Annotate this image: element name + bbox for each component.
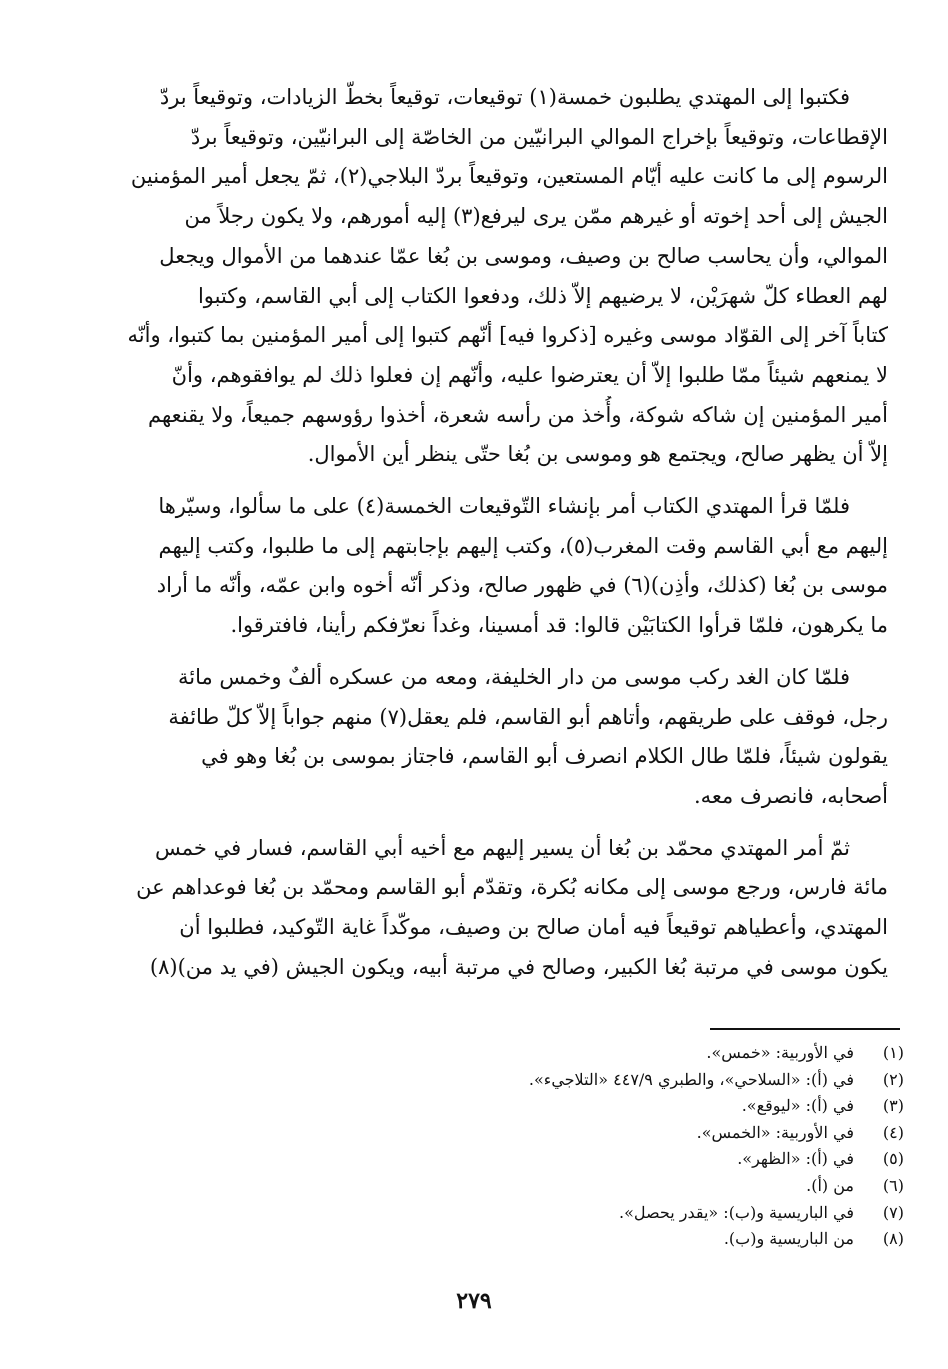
footnote-text: من الباريسية و(ب). (723, 1229, 854, 1249)
footnote-text: في (أ): «ليوقع». (741, 1096, 854, 1116)
text-line: إلاّ أن يظهر صالح، ويجتمع هو وموسى بن بُغا حتّى ينظر أين الأموال. (307, 442, 888, 467)
text-line: فلمّا كان الغد ركب موسى من دار الخليفة، ومعه من عسكره ألفٌ وخمس مائة (178, 664, 850, 689)
footnote-text: في (أ): «الظهر». (737, 1149, 854, 1169)
footnote-text: من (أ). (806, 1175, 854, 1195)
text-line: فكتبوا إلى المهتدي يطلبون خمسة(١) توقيعات، توقيعاً بخطّ الزيادات، وتوقيعاً بردّ (159, 85, 850, 109)
footnote (204, 1173, 904, 1200)
footnote-number: (٨) (882, 1229, 904, 1249)
text-line: الموالي، وأن يحاسب صالح بن وصيف، وموسى بن بُغا عمّا عندهما من الأموال ويجعل (159, 243, 888, 268)
text-line: أصحابه، فانصرف معه. (693, 783, 888, 808)
footnote-number: (٧) (882, 1202, 904, 1222)
paragraph (98, 829, 888, 988)
text-line: ما يكرهون، فلمّا قرأوا الكتابَيْن قالوا: قد أمسينا، وغداً نعرّفكم رأينا، فافترقوا. (230, 613, 888, 638)
footnote-number: (٦) (882, 1175, 904, 1195)
text-line: المهتدي، وأعطياهم توقيعاً فيه أمان صالح بن وصيف، موكّداً غاية التّوكيد، فطلبوا أن (179, 915, 888, 940)
footnote (204, 1146, 904, 1173)
footnote-text: في (أ): «السلاحي»، والطبري ٤٤٧/٩ «التلاجيء». (528, 1069, 854, 1089)
paragraph (98, 78, 888, 475)
footnote (204, 1120, 904, 1147)
footnote (204, 1040, 904, 1067)
footnote-number: (٣) (882, 1096, 904, 1116)
text-line: فلمّا قرأ المهتدي الكتاب أمر بإنشاء التّوقيعات الخمسة(٤) على ما سألوا، وسيّرها (158, 494, 850, 519)
text-line: الرسوم إلى ما كانت عليه أيّام المستعين، وتوقيعاً بردّ البلاجي(٢)، ثمّ يجعل أمير المؤمنين (130, 164, 888, 189)
text-line: يقولون شيئاً، فلمّا طال الكلام انصرف أبو القاسم، فاجتاز بموسى بن بُغا وهو في (201, 744, 888, 769)
footnote (204, 1093, 904, 1120)
footnote-text: في الباريسية و(ب): «يقدر يحصل». (619, 1202, 854, 1222)
text-line: لا يمنعهم شيئاً ممّا طلبوا إلاّ أن يعترضوا عليه، وأنّهم إن فعلوا ذلك لم يوافقوهم، وأنّ (171, 362, 888, 387)
footnote-number: (٤) (882, 1122, 904, 1142)
text-line: إليهم مع أبي القاسم وقت المغرب(٥)، وكتب إليهم بإجابتهم إلى ما طلبوا، وكتب إليهم (158, 533, 888, 558)
text-line: ثمّ أمر المهتدي محمّد بن بُغا أن يسير إليهم مع أخيه أبي القاسم، فسار في خمس (155, 835, 850, 860)
text-line: رجل، فوقف على طريقهم، وأتاهم أبو القاسم، فلم يعقل(٧) منهم جواباً إلاّ كلّ طائفة (168, 704, 888, 729)
footnote-number: (١) (882, 1043, 904, 1062)
text-line: لهم العطاء كلّ شهرَيْن، لا يرضيهم إلاّ ذلك، ودفعوا الكتاب إلى أبي القاسم، وكتبوا (197, 283, 888, 308)
text-line: أمير المؤمنين إن شاكه شوكة، وأُخذ من رأسه شعرة، أخذوا رؤوسهم جميعاً، ولا يقنعهم (147, 402, 888, 427)
text-line: الإقطاعات، وتوقيعاً بإخراج الموالي البرانيّين من الخاصّة إلى البرانيّين، وتوقيعاً بردّ (190, 124, 888, 149)
text-line: يكون موسى في مرتبة بُغا الكبير، وصالح في مرتبة أبيه، ويكون الجيش (في يد من)(٨) (149, 954, 888, 979)
footnote (204, 1200, 904, 1227)
text-line: موسى بن بُغا (كذلك، وأذِن)(٦) في ظهور صالح، وذكر أنّه أخوه وابن عمّه، وأنّه ما أراد (156, 573, 888, 598)
page-number: ٢٧٩ (456, 1288, 492, 1314)
footnote-number: (٥) (882, 1149, 904, 1169)
footnote-text: في الأوربية: «خمس». (706, 1043, 854, 1062)
footnotes (204, 1040, 904, 1253)
footnote (204, 1067, 904, 1094)
main-text (98, 78, 888, 999)
paragraph (98, 487, 888, 646)
footnote-text: في الأوربية: «الخمس». (696, 1122, 854, 1142)
paragraph (98, 658, 888, 817)
footnote-number: (٢) (882, 1069, 904, 1089)
text-line: الجيش إلى أحد إخوته أو غيرهم ممّن يرى ليرفع(٣) إليه أمورهم، ولا يكون رجلاً من (184, 204, 888, 229)
text-line: مائة فارس، ورجع موسى إلى مكانه بُكرة، وتقدّم أبو القاسم ومحمّد بن بُغا فوعداهم عن (136, 875, 888, 900)
footnote (204, 1226, 904, 1253)
footnote-divider (710, 1028, 900, 1030)
text-line: كتاباً آخر إلى القوّاد موسى وغيره [ذكروا فيه] أنّهم كتبوا إلى أمير المؤمنين بما كتبوا، وأنّه (127, 323, 888, 348)
